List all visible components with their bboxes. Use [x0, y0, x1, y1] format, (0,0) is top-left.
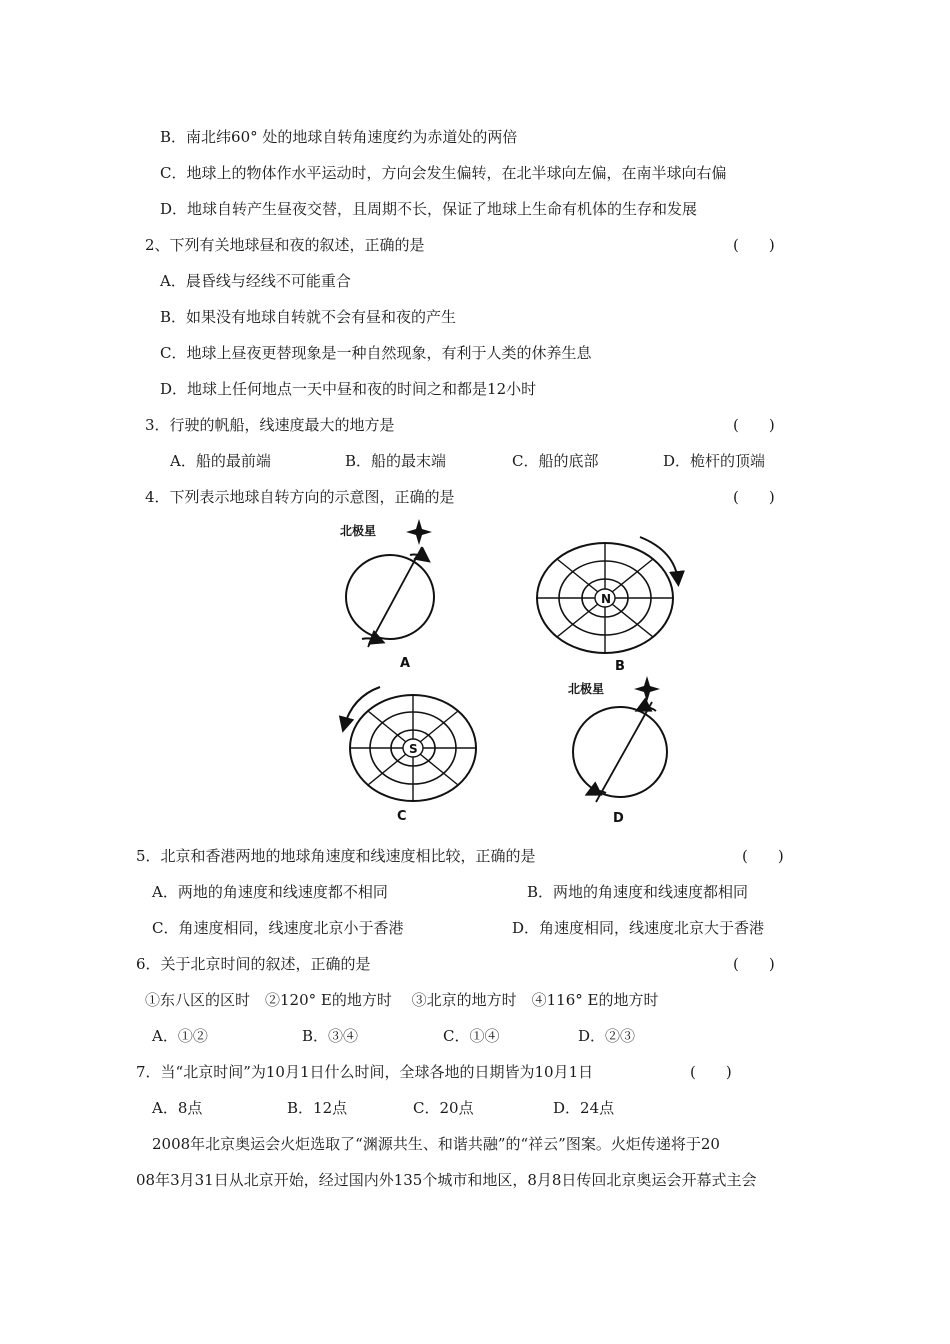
q5-option-c: C．角速度相同，线速度北京小于香港: [152, 919, 404, 937]
q3-option-d: D．桅杆的顶端: [663, 452, 766, 470]
q3-option-a: A．船的最前端: [170, 452, 271, 470]
q5-option-a: A．两地的角速度和线速度都不相同: [152, 883, 388, 901]
q3-answer-bracket: ( ): [733, 416, 775, 434]
q2-option-b: B．如果没有地球自转就不会有昼和夜的产生: [160, 308, 457, 326]
star-icon: [634, 676, 660, 702]
q2-option-d: D．地球上任何地点一天中昼和夜的时间之和都是12小时: [160, 380, 537, 398]
q1-option-d: D．地球自转产生昼夜交替，且周期不长，保证了地球上生命有机体的生存和发展: [160, 200, 698, 218]
earth-axis-d: [596, 702, 652, 802]
q6-option-d: D．②③: [578, 1027, 636, 1045]
q3-stem: 3．行驶的帆船，线速度最大的地方是: [145, 416, 395, 434]
polaris-label-d: 北极星: [568, 682, 605, 696]
q2-option-c: C．地球上昼夜更替现象是一种自然现象，有利于人类的休养生息: [160, 344, 592, 362]
diagram-c: [344, 687, 476, 824]
north-pole-label: N: [601, 592, 612, 606]
q3-option-b: B．船的最末端: [345, 452, 447, 470]
q7-option-a: A．8点: [152, 1099, 203, 1117]
q6-option-a: A．①②: [152, 1027, 208, 1045]
caption-c: C: [397, 809, 407, 824]
diagram-a: [340, 519, 434, 671]
q5-option-d: D．角速度相同，线速度北京大于香港: [512, 919, 765, 937]
caption-a: A: [400, 656, 411, 671]
q5-stem: 5．北京和香港两地的地球角速度和线速度相比较，正确的是: [136, 847, 536, 865]
q3-option-c: C．船的底部: [512, 452, 599, 470]
earth-circle-a: [346, 555, 434, 639]
q5-answer-bracket: ( ): [742, 847, 784, 865]
q6-option-c: C．①④: [443, 1027, 500, 1045]
q6-answer-bracket: ( ): [733, 955, 775, 973]
q2-stem: 2、下列有关地球昼和夜的叙述，正确的是: [145, 236, 425, 254]
star-icon: [406, 519, 432, 545]
q1-option-b: B．南北纬60° 处的地球自转角速度约为赤道处的两倍: [160, 128, 518, 146]
polaris-label-a: 北极星: [340, 524, 377, 538]
q6-items: ①东八区的区时 ②120° E的地方时 ③北京的地方时 ④116° E的地方时: [145, 991, 659, 1009]
q7-option-c: C．20点: [413, 1099, 474, 1117]
q7-stem: 7．当“北京时间”为10月1日什么时间，全球各地的日期皆为10月1日: [136, 1063, 594, 1081]
diagram-b: [537, 537, 678, 674]
caption-b: B: [615, 659, 625, 674]
q4-answer-bracket: ( ): [733, 488, 775, 506]
q7-option-b: B．12点: [287, 1099, 348, 1117]
rotation-arrow-top-a: [410, 555, 426, 560]
q2-option-a: A．晨昏线与经线不可能重合: [160, 272, 351, 290]
passage-line-2: 08年3月31日从北京开始，经过国内外135个城市和地区，8月8日传回北京奥运会开幕式主会: [136, 1171, 757, 1189]
q2-answer-bracket: ( ): [733, 236, 775, 254]
q6-option-b: B．③④: [302, 1027, 359, 1045]
q7-answer-bracket: ( ): [690, 1063, 732, 1081]
q6-stem: 6．关于北京时间的叙述，正确的是: [136, 955, 371, 973]
q4-stem: 4．下列表示地球自转方向的示意图，正确的是: [145, 488, 455, 506]
passage-line-1: 2008年北京奥运会火炬选取了“渊源共生、和谐共融”的“祥云”图案。火炬传递将于20: [152, 1135, 720, 1153]
caption-d: D: [613, 811, 624, 826]
south-pole-label: S: [409, 742, 418, 756]
q1-option-c: C．地球上的物体作水平运动时，方向会发生偏转，在北半球向左偏，在南半球向右偏: [160, 164, 727, 182]
q7-option-d: D．24点: [553, 1099, 615, 1117]
earth-circle-d: [573, 707, 667, 797]
q5-option-b: B．两地的角速度和线速度都相同: [527, 883, 749, 901]
diagram-d: [568, 676, 667, 826]
earth-rotation-diagrams: [300, 515, 720, 835]
rotation-arrow-b: [640, 537, 678, 581]
